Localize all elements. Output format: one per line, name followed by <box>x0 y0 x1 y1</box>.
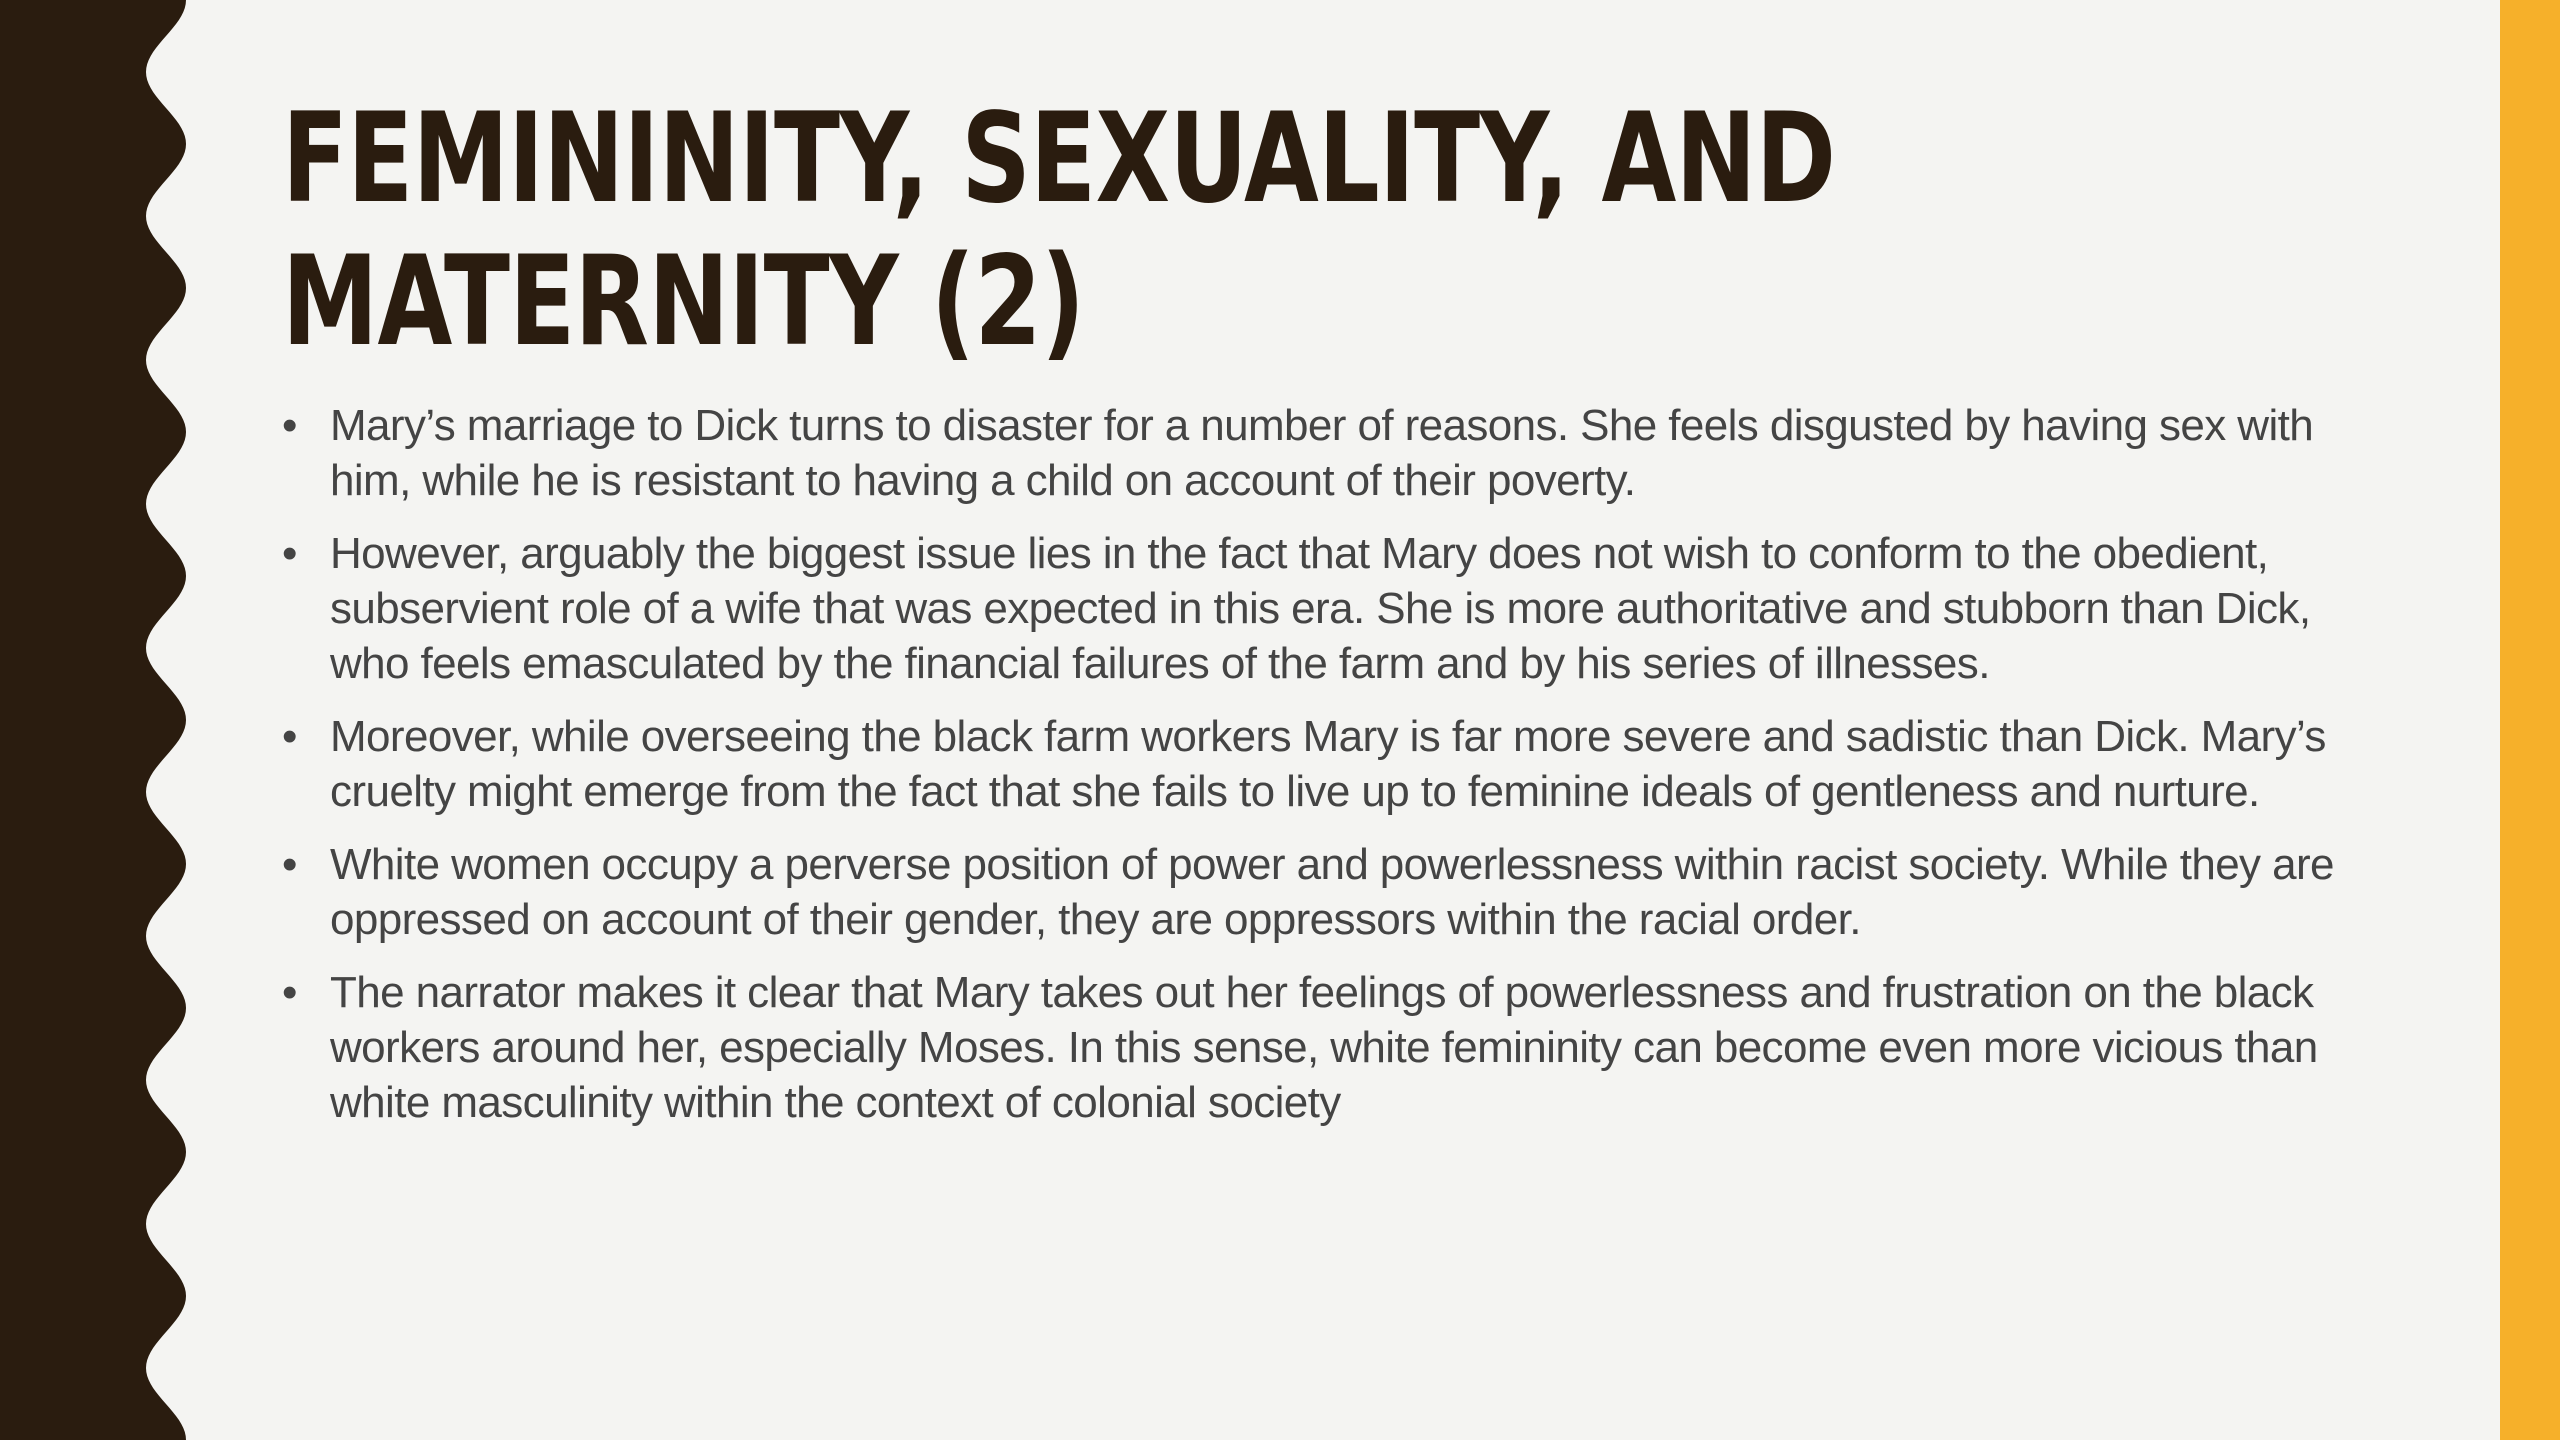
slide-title <box>282 88 1920 374</box>
right-accent-bar <box>2500 0 2560 1440</box>
slide-title-line-1: FEMININITY, SEXUALITY, AND <box>282 87 1836 231</box>
bullet-dot-icon: • <box>282 529 297 578</box>
bullet-list <box>282 398 2382 1148</box>
bullet-text: Mary’s marriage to Dick turns to disaster for a number of reasons. She feels disgusted by having sex with him, while he is resistant to having a child on account of their poverty. <box>330 401 2314 505</box>
bullet-item <box>282 837 2382 947</box>
bullet-text: The narrator makes it clear that Mary takes out her feelings of powerlessness and frustration on the black workers around her, especially Moses. In this sense, white femininity can become even more vicious than white masculinity within the context of colonial society <box>330 968 2318 1127</box>
bullet-dot-icon: • <box>282 401 297 450</box>
bullet-item <box>282 526 2382 691</box>
bullet-dot-icon: • <box>282 968 297 1017</box>
bullet-text: Moreover, while overseeing the black farm workers Mary is far more severe and sadistic than Dick. Mary’s cruelty might emerge from the fact that she fails to live up to feminine ideals of gentleness and nurture. <box>330 712 2326 816</box>
bullet-item <box>282 709 2382 819</box>
bullet-text: However, arguably the biggest issue lies in the fact that Mary does not wish to conform to the obedient, subservient role of a wife that was expected in this era. She is more authoritative and stubborn than Dick, who feels emasculated by the financial failures of the farm and by his series of illnesses. <box>330 529 2311 688</box>
wavy-left-band <box>0 0 200 1440</box>
bullet-item <box>282 398 2382 508</box>
bullet-dot-icon: • <box>282 840 297 889</box>
bullet-text: White women occupy a perverse position of power and powerlessness within racist society. While they are oppressed on account of their gender, they are oppressors within the racial order. <box>330 840 2334 944</box>
bullet-dot-icon: • <box>282 712 297 761</box>
slide-title-line-2: MATERNITY (2) <box>282 230 1085 374</box>
bullet-item <box>282 965 2382 1130</box>
